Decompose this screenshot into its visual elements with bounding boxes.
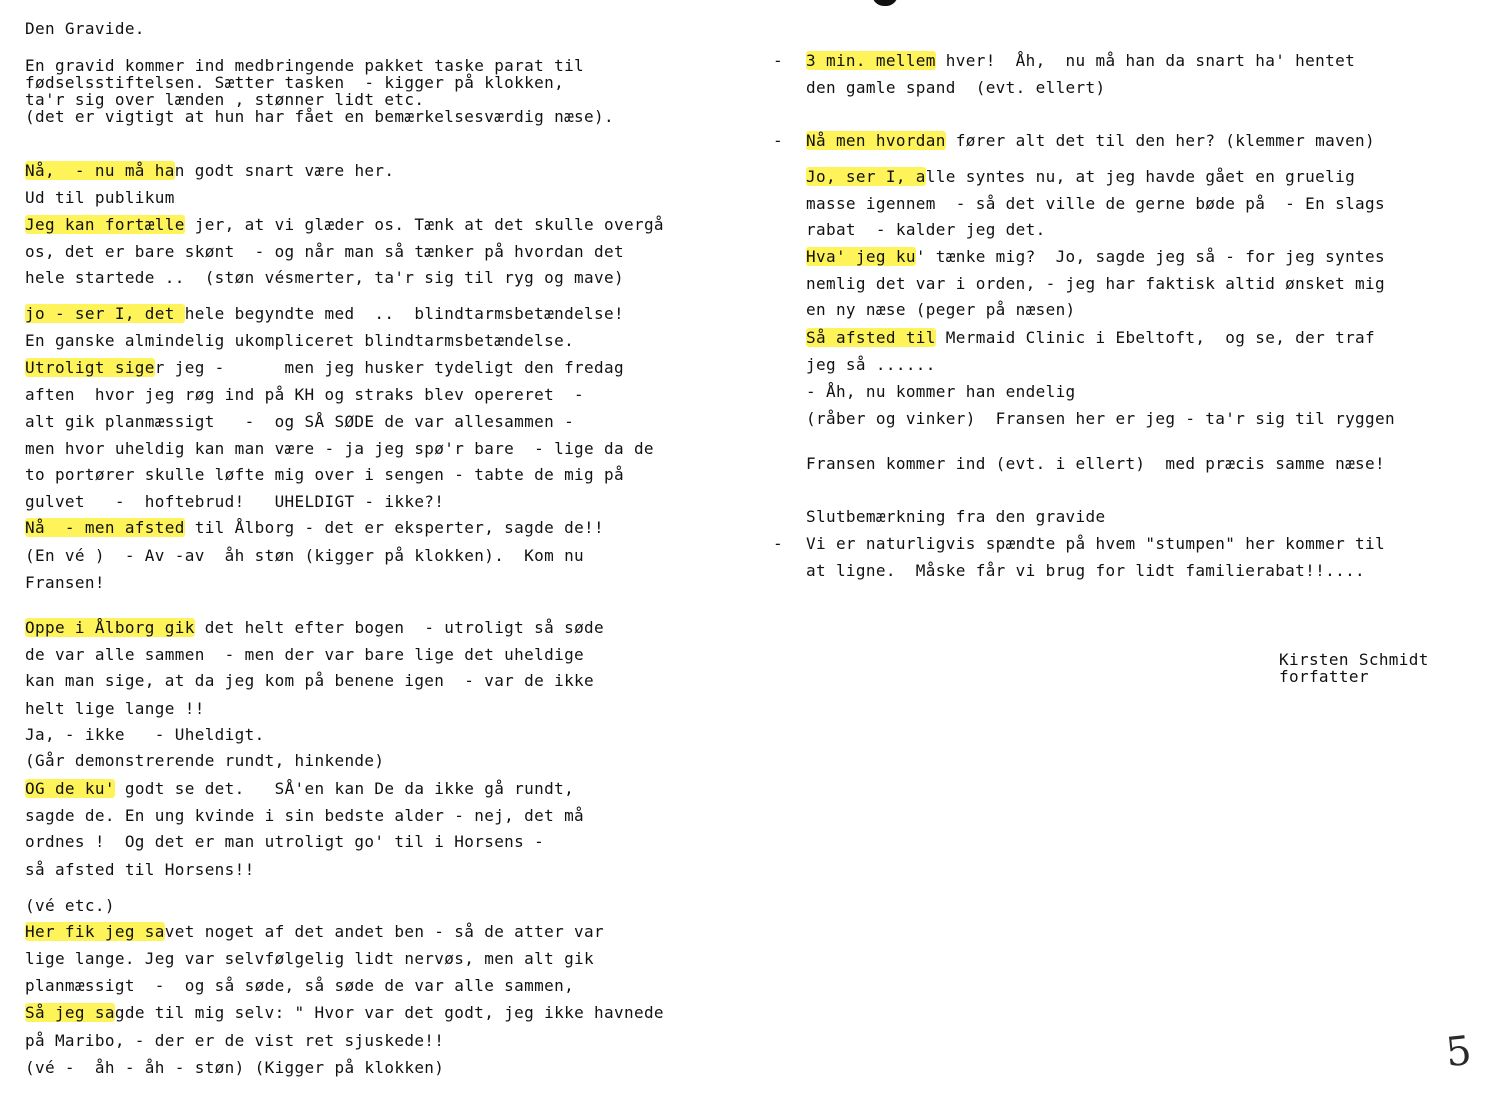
dialogue-line: Hva' jeg ku' tænke mig? Jo, sagde jeg så - for jeg syntes [806,247,1386,266]
dialogue-line: kan man sige, at da jeg kom på benene igen - var de ikke [25,671,595,690]
dialogue-line: (vé etc.) [25,896,115,915]
dialogue-line: Fransen! [25,573,105,592]
dialogue-line: Nå men hvordan fører alt det til den her? (klemmer maven) [806,131,1376,150]
dialogue-line: Så afsted til Mermaid Clinic i Ebeltoft, og se, der traf [806,328,1376,347]
highlighted-text: Så jeg sa [25,1003,115,1022]
dialogue-line: Så jeg sagde til mig selv: " Hvor var det godt, jeg ikke havnede [25,1003,664,1022]
dialogue-line: men hvor uheldig kan man være - ja jeg spø'r bare - lige da de [25,439,654,458]
page-number: 5 [1443,1027,1474,1077]
dialogue-line: alt gik planmæssigt - og SÅ SØDE de var allesammen - [25,412,575,431]
highlighted-text: Oppe i Ålborg gik [25,618,195,637]
author-role: forfatter [1279,667,1369,686]
highlighted-text: Jeg kan fortælle [25,215,185,234]
dialogue-line: Her fik jeg savet noget af det andet ben - så de atter var [25,922,605,941]
dialogue-line: nemlig det var i orden, - jeg har faktisk altid ønsket mig [806,274,1386,293]
dash-marker: - [773,131,783,150]
dialogue-line: sagde de. En ung kvinde i sin bedste alder - nej, det må [25,806,585,825]
highlighted-text: Så afsted til [806,328,936,347]
dialogue-line: Nå, - nu må han godt snart være her. [25,161,395,180]
highlighted-text: jo - ser I, det [25,304,185,323]
dialogue-line: på Maribo, - der er de vist ret sjuskede!! [25,1031,445,1050]
dialogue-line: Oppe i Ålborg gik det helt efter bogen - utroligt så søde [25,618,605,637]
dialogue-line: hele startede .. (støn vésmerter, ta'r sig til ryg og mave) [25,268,624,287]
dialogue-line: (Går demonstrerende rundt, hinkende) [25,751,385,770]
dialogue-line: rabat - kalder jeg det. [806,220,1046,239]
dialogue-line: Nå - men afsted til Ålborg - det er eksperter, sagde de!! [25,518,605,537]
dash-marker: - [773,534,783,553]
dialogue-line: aften hvor jeg røg ind på KH og straks blev opereret - [25,385,585,404]
dialogue-line: Fransen kommer ind (evt. i ellert) med præcis samme næse! [806,454,1386,473]
dialogue-line: så afsted til Horsens!! [25,860,255,879]
highlighted-text: OG de ku' [25,779,115,798]
dialogue-line: os, det er bare skønt - og når man så tænker på hvordan det [25,242,624,261]
intro-line: fødselsstiftelsen. Sætter tasken - kigger på klokken, [25,73,565,92]
dialogue-line: gulvet - hoftebrud! UHELDIGT - ikke?! [25,492,445,511]
dialogue-line: jo - ser I, det hele begyndte med .. blindtarmsbetændelse! [25,304,624,323]
ink-blot [872,0,898,6]
dialogue-line: Jeg kan fortælle jer, at vi glæder os. Tænk at det skulle overgå [25,215,664,234]
intro-line: En gravid kommer ind medbringende pakket taske parat til [25,56,585,75]
dialogue-line: masse igennem - så det ville de gerne bøde på - En slags [806,194,1386,213]
dialogue-line: En ganske almindelig ukompliceret blindtarmsbetændelse. [25,331,575,350]
dialogue-line: helt lige lange !! [25,699,205,718]
dialogue-line: (vé - åh - åh - støn) (Kigger på klokken) [25,1058,445,1077]
highlighted-text: Jo, ser I, a [806,167,926,186]
dialogue-line: lige lange. Jeg var selvfølgelig lidt nervøs, men alt gik [25,949,595,968]
highlighted-text: Her fik jeg sa [25,922,165,941]
dialogue-line: Jo, ser I, alle syntes nu, at jeg havde gået en gruelig [806,167,1356,186]
highlighted-text: Hva' jeg ku [806,247,916,266]
intro-line: (det er vigtigt at hun har fået en bemærkelsesværdig næse). [25,107,614,126]
dash-marker: - [773,51,783,70]
highlighted-text: Nå - men afsted [25,518,185,537]
document-title: Den Gravide. [25,19,145,38]
highlighted-text: Nå, - nu må ha [25,161,175,180]
dialogue-line: 3 min. mellem hver! Åh, nu må han da snart ha' hentet [806,51,1356,70]
dialogue-line: en ny næse (peger på næsen) [806,300,1076,319]
highlighted-text: 3 min. mellem [806,51,936,70]
dialogue-line: Vi er naturligvis spændte på hvem "stumpen" her kommer til [806,534,1386,553]
highlighted-text: Utroligt sige [25,358,155,377]
dialogue-line: to portører skulle løfte mig over i sengen - tabte de mig på [25,465,624,484]
dialogue-line: at ligne. Måske får vi brug for lidt familierabat!!.... [806,561,1366,580]
dialogue-line: Slutbemærkning fra den gravide [806,507,1106,526]
dialogue-line: OG de ku' godt se det. SÅ'en kan De da ikke gå rundt, [25,779,575,798]
dialogue-line: Ja, - ikke - Uheldigt. [25,725,265,744]
dialogue-line: planmæssigt - og så søde, så søde de var alle sammen, [25,976,575,995]
dialogue-line: de var alle sammen - men der var bare lige det uheldige [25,645,585,664]
dialogue-line: den gamle spand (evt. ellert) [806,78,1106,97]
intro-line: ta'r sig over lænden , stønner lidt etc. [25,90,425,109]
dialogue-line: (En vé ) - Av -av åh støn (kigger på klokken). Kom nu [25,546,585,565]
highlighted-text: Nå men hvordan [806,131,946,150]
dialogue-line: (råber og vinker) Fransen her er jeg - ta'r sig til ryggen [806,409,1395,428]
author-name: Kirsten Schmidt [1279,650,1429,669]
dialogue-line: ordnes ! Og det er man utroligt go' til i Horsens - [25,832,545,851]
dialogue-line: jeg så ...... [806,355,936,374]
dialogue-line: Ud til publikum [25,188,175,207]
dialogue-line: - Åh, nu kommer han endelig [806,382,1076,401]
dialogue-line: Utroligt siger jeg - men jeg husker tydeligt den fredag [25,358,624,377]
